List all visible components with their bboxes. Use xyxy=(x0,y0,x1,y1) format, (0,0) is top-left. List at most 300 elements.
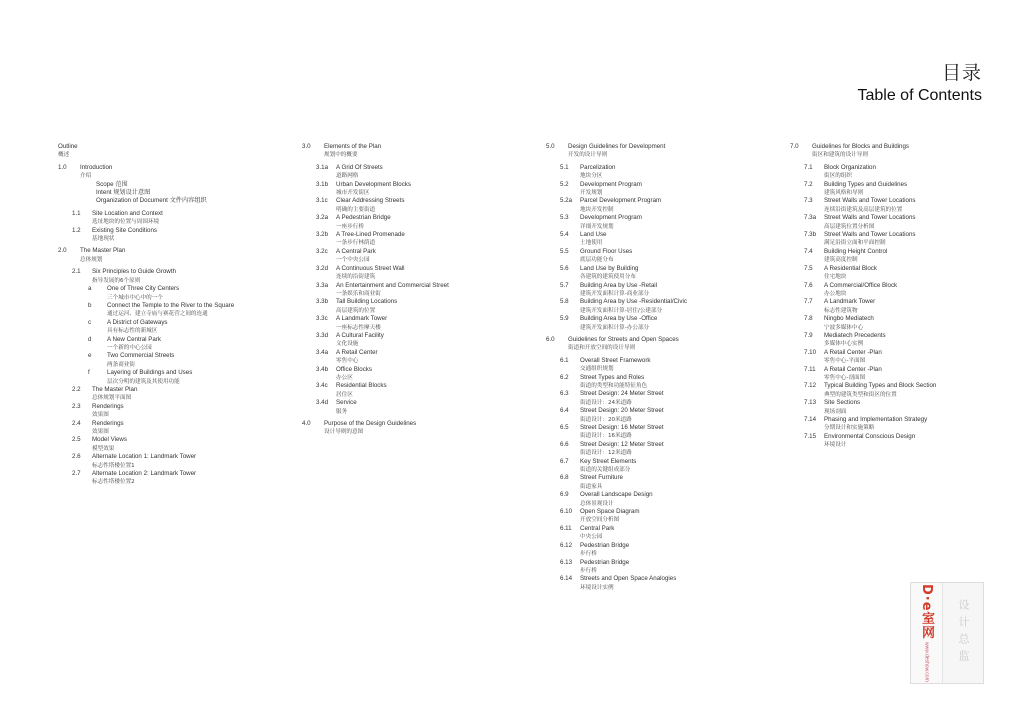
toc-entry xyxy=(302,143,522,160)
toc-entry xyxy=(790,143,1000,160)
toc-entry-title-zh: 标志性建筑物 xyxy=(824,307,858,314)
toc-entry-title-zh: 总体规划平面图 xyxy=(92,395,132,402)
toc-entry-number: 6.8 xyxy=(560,474,569,482)
toc-entry-title-en: Office Blocks xyxy=(336,365,372,373)
toc-entry-title-zh: 概述 xyxy=(58,152,70,159)
toc-entry-title-en: Tall Building Locations xyxy=(336,298,398,306)
toc-entry-texts xyxy=(80,164,278,181)
watermark-logo xyxy=(910,582,984,684)
toc-entry-number: 7.10 xyxy=(804,348,817,356)
toc-entry xyxy=(790,265,1000,282)
toc-entry-title-zh: 开发的设计导则 xyxy=(568,152,608,159)
toc-entry-title-zh: 文化设施 xyxy=(336,341,359,348)
toc-entry xyxy=(302,248,522,265)
toc-entry-title-en: Street Types and Roles xyxy=(580,373,645,381)
toc-entry-number: 2.7 xyxy=(72,470,81,478)
toc-entry xyxy=(790,332,1000,349)
toc-entry-number: b xyxy=(88,301,92,309)
toc-entry-title-zh: 总体规划 xyxy=(80,256,103,263)
toc-entry-title-en: Pedestrian Bridge xyxy=(580,541,630,549)
toc-entry xyxy=(302,366,522,383)
toc-entry-title-zh: 中央公园 xyxy=(580,534,603,541)
toc-entry xyxy=(790,164,1000,181)
toc-entry-title-zh: 指导发展的6个原则 xyxy=(92,277,141,284)
toc-entry-number: 1.1 xyxy=(72,209,81,217)
toc-entry-title-zh: 步行桥 xyxy=(580,551,597,558)
toc-entry-number: 6.4 xyxy=(560,407,569,415)
toc-entry xyxy=(546,181,766,198)
toc-entry-texts xyxy=(92,227,278,244)
toc-entry-texts xyxy=(580,525,766,542)
toc-entry-title-en: Street Furniture xyxy=(580,474,623,482)
toc-entry-title-en: Ground Floor Uses xyxy=(580,247,633,255)
toc-entry-number: 2.2 xyxy=(72,385,81,393)
toc-entry-title-zh: 建筑开发面积计算-办公部分 xyxy=(580,324,650,331)
toc-entry-number: 5.2 xyxy=(560,180,569,188)
toc-entry-texts xyxy=(336,298,522,315)
toc-entry-title-en: A New Central Park xyxy=(107,335,161,343)
toc-entry-title-zh: 具有标志性的新城区 xyxy=(107,328,158,335)
toc-entry-title-zh: 两条商业街 xyxy=(107,361,135,368)
toc-entry xyxy=(546,143,766,160)
toc-entry-title-zh: 街道家具 xyxy=(580,483,603,490)
toc-entry-texts xyxy=(580,575,766,592)
toc-entry-number: 4.0 xyxy=(302,420,311,427)
toc-entry-title-en: A Cultural Facility xyxy=(336,331,384,339)
toc-entry-texts xyxy=(107,319,278,336)
toc-entry xyxy=(546,374,766,391)
toc-entry-title-zh: 道路网格 xyxy=(336,173,359,180)
toc-entry-title-en: Street Design: 16 Meter Street xyxy=(580,424,664,431)
toc-entry xyxy=(58,285,278,302)
toc-entry-title-en: Intent 规划设计意图 xyxy=(96,189,151,197)
toc-entry-title-en: An Entertainment and Commercial Street xyxy=(336,281,449,289)
toc-entry-texts xyxy=(92,436,278,453)
toc-entry-title-zh: 步行桥 xyxy=(580,567,597,574)
toc-entry xyxy=(58,453,278,470)
toc-entry xyxy=(302,382,522,399)
toc-entry-title-zh: 满足沿街立面和平面控制 xyxy=(824,240,886,247)
toc-entry-title-en: Existing Site Conditions xyxy=(92,226,158,234)
toc-entry-texts xyxy=(107,285,278,302)
toc-entry-number: 7.1 xyxy=(804,163,813,171)
toc-entry-number: 2.6 xyxy=(72,453,81,461)
toc-entry-number: 2.0 xyxy=(58,247,67,255)
toc-entry xyxy=(302,282,522,299)
toc-entry xyxy=(790,298,1000,315)
toc-entry xyxy=(546,407,766,424)
toc-entry-title-en: Layering of Buildings and Uses xyxy=(107,369,193,377)
toc-entry-title-en: A Residential Block xyxy=(824,264,877,272)
toc-entry-texts xyxy=(92,386,278,403)
toc-entry-number: 2.3 xyxy=(72,402,81,410)
toc-entry-texts xyxy=(824,399,1000,416)
toc-entry xyxy=(302,231,522,248)
toc-entry-number: 6.9 xyxy=(560,491,569,499)
toc-entry-title-zh: 土地使用 xyxy=(580,240,603,247)
toc-entry-title-zh: 总体景观设计 xyxy=(580,500,614,507)
toc-entry-texts xyxy=(580,357,766,374)
toc-entry-title-zh: 效果图 xyxy=(92,412,109,419)
page-title-block xyxy=(857,58,982,105)
toc-entry-number: 5.1 xyxy=(560,163,569,171)
toc-entry-title-en: Service xyxy=(336,399,357,407)
toc-entry-title-en: A Pedestrian Bridge xyxy=(336,214,391,222)
toc-entry-number: 7.15 xyxy=(804,432,817,440)
toc-entry-number: 6.3 xyxy=(560,390,569,398)
toc-entry-title-en: Clear Addressing Streets xyxy=(336,197,405,205)
toc-entry-texts xyxy=(580,231,766,248)
toc-entry-title-en: Renderings xyxy=(92,402,124,410)
toc-entry-title-en: Streets and Open Space Analogies xyxy=(580,575,677,583)
toc-entry-title-zh: 三个城市中心中的一个 xyxy=(107,294,163,301)
toc-entry-number: 2.1 xyxy=(72,268,81,276)
toc-entry-title-zh: 建筑开发面积计算-商业部分 xyxy=(580,290,650,297)
toc-entry-number: c xyxy=(88,318,92,326)
watermark-url: www.deshow.com xyxy=(923,641,930,682)
toc-entry-texts xyxy=(336,399,522,416)
toc-entry-texts xyxy=(336,366,522,383)
toc-entry-title-zh: 一座标志性摩天楼 xyxy=(336,324,381,331)
toc-entry-texts xyxy=(824,366,1000,383)
toc-entry-texts xyxy=(336,282,522,299)
toc-entry-title-en: Renderings xyxy=(92,419,124,427)
toc-column-3 xyxy=(546,143,766,592)
toc-entry-title-en: A Retail Center xyxy=(336,348,378,356)
toc-entry-texts xyxy=(812,143,1000,160)
toc-entry xyxy=(58,352,278,369)
toc-entry-number: 1.0 xyxy=(58,163,67,171)
toc-entry xyxy=(58,369,278,386)
toc-entry xyxy=(546,525,766,542)
toc-entry xyxy=(302,399,522,416)
toc-entry-number: 3.2a xyxy=(316,214,329,222)
toc-entry-title-zh: 服务 xyxy=(336,408,348,415)
toc-entry-title-en: Ningbo Mediatech xyxy=(824,315,874,323)
toc-entry xyxy=(302,214,522,231)
toc-entry xyxy=(790,416,1000,433)
toc-entry-number: 7.7 xyxy=(804,298,813,306)
toc-entry xyxy=(58,210,278,227)
toc-entry-number: 3.2b xyxy=(316,231,329,239)
toc-entry-texts xyxy=(336,181,522,198)
toc-entry-number: 7.4 xyxy=(804,247,813,255)
toc-entry-title-en: Overall Street Framework xyxy=(580,356,651,364)
toc-entry-number: 3.3a xyxy=(316,281,329,289)
toc-entry xyxy=(58,143,278,160)
toc-entry-title-en: Development Program xyxy=(580,214,642,222)
toc-entry-title-zh: 现场剖面 xyxy=(824,408,847,415)
toc-entry-texts xyxy=(580,164,766,181)
toc-entry-texts xyxy=(336,248,522,265)
toc-entry-number: 6.11 xyxy=(560,524,572,532)
toc-entry-title-en: Residential Blocks xyxy=(336,382,387,390)
toc-entry-texts xyxy=(336,197,522,214)
toc-entry xyxy=(302,332,522,349)
toc-entry-texts xyxy=(336,214,522,231)
toc-entry xyxy=(58,420,278,437)
toc-entry-number: 7.5 xyxy=(804,264,813,272)
toc-entry-title-zh: 地块开发控制 xyxy=(580,206,614,213)
toc-entry-title-zh: 街道设计：20米道路 xyxy=(580,416,632,423)
toc-entry-texts xyxy=(580,474,766,491)
toc-entry-texts xyxy=(568,143,766,160)
toc-entry xyxy=(546,265,766,282)
toc-entry-texts xyxy=(824,231,1000,248)
toc-entry-number: 5.6 xyxy=(560,264,569,272)
toc-entry xyxy=(790,248,1000,265)
toc-entry-title-en: One of Three City Centers xyxy=(107,285,180,293)
toc-entry xyxy=(58,164,278,181)
toc-entry xyxy=(546,441,766,458)
toc-entry-texts xyxy=(336,164,522,181)
toc-entry-number: 5.4 xyxy=(560,231,569,239)
toc-entry-title-zh: 通过运河、建立寺庙与赛花营之间的连通 xyxy=(107,311,208,318)
toc-entry-texts xyxy=(336,265,522,282)
toc-entry-number: 3.3b xyxy=(316,298,329,306)
toc-entry-number: 7.3 xyxy=(804,197,813,205)
toc-entry-texts xyxy=(580,181,766,198)
watermark-logo-text: D·e室网 xyxy=(919,584,934,640)
toc-entry-title-zh: 街道设计：16米道路 xyxy=(580,433,632,440)
toc-entry-title-en: Building Area by Use -Office xyxy=(580,315,658,323)
toc-entry xyxy=(790,181,1000,198)
toc-entry-title-zh: 建筑风格和导则 xyxy=(824,190,864,197)
toc-entry-texts xyxy=(824,181,1000,198)
toc-entry-title-zh: 环境设计实例 xyxy=(580,584,614,591)
toc-entry-title-zh: 开放空间分析图 xyxy=(580,517,620,524)
toc-entry-title-en: Overall Landscape Design xyxy=(580,491,653,499)
toc-entry-number: 7.6 xyxy=(804,281,813,289)
toc-entry-title-zh: 一条步行林荫道 xyxy=(336,240,376,247)
toc-entry-title-en: Site Sections xyxy=(824,399,861,407)
toc-entry-texts xyxy=(824,416,1000,433)
toc-entry-title-en: The Master Plan xyxy=(92,385,138,393)
toc-entry xyxy=(790,349,1000,366)
toc-entry-title-zh: 详细开发规划 xyxy=(580,223,614,230)
toc-entry xyxy=(58,436,278,453)
toc-entry-title-zh: 一条娱乐和商业街 xyxy=(336,290,381,297)
toc-entry-title-en: Building Area by Use -Retail xyxy=(580,281,658,289)
toc-entry xyxy=(302,265,522,282)
toc-entry-number: 6.13 xyxy=(560,558,573,566)
toc-entry xyxy=(790,382,1000,399)
toc-entry-title-en: Purpose of the Design Guidelines xyxy=(324,420,417,427)
toc-entry-texts xyxy=(824,349,1000,366)
toc-entry-title-en: A Central Park xyxy=(336,247,376,255)
toc-entry-texts xyxy=(824,248,1000,265)
toc-entry-title-zh: 零售中心-平面图 xyxy=(824,358,866,365)
toc-entry-title-zh: 设计导则的意图 xyxy=(324,429,364,436)
toc-entry-title-zh: 零售中心-剖面图 xyxy=(824,374,866,381)
toc-entry-title-en: A Grid Of Streets xyxy=(336,163,383,171)
toc-entry-title-en: Site Location and Context xyxy=(92,209,163,217)
toc-entry-number: 5.7 xyxy=(560,281,569,289)
toc-entry-texts xyxy=(580,559,766,576)
toc-entry-texts xyxy=(324,143,522,160)
toc-entry xyxy=(546,458,766,475)
toc-entry-number: 6.1 xyxy=(560,356,569,364)
toc-entry-number: 7.3a xyxy=(804,214,817,222)
toc-entry xyxy=(58,268,278,285)
toc-entry-title-en: A District of Gateways xyxy=(107,318,168,326)
toc-entry xyxy=(546,575,766,592)
toc-entry xyxy=(546,336,766,353)
toc-entry-number: 3.1c xyxy=(316,197,328,205)
toc-entry-texts xyxy=(580,282,766,299)
toc-entry-number: 6.10 xyxy=(560,508,573,516)
toc-entry xyxy=(546,298,766,315)
toc-entry-texts xyxy=(824,282,1000,299)
toc-entry-texts xyxy=(824,382,1000,399)
toc-entry xyxy=(58,386,278,403)
toc-entry-title-en: Street Design: 24 Meter Street xyxy=(580,390,664,398)
toc-entry-texts xyxy=(580,407,766,424)
toc-entry-number: 7.0 xyxy=(790,143,799,150)
toc-entry-number: 3.4b xyxy=(316,365,329,373)
toc-entry-texts xyxy=(580,214,766,231)
toc-entry-texts xyxy=(107,352,278,369)
toc-entry-texts xyxy=(580,424,766,441)
toc-entry xyxy=(546,315,766,332)
toc-entry-title-zh: 规划中的概要 xyxy=(324,152,358,159)
page-title-english: Table of Contents xyxy=(857,87,982,104)
toc-entry-texts xyxy=(58,143,278,160)
toc-entry-texts xyxy=(580,298,766,315)
toc-entry-number: 7.2 xyxy=(804,180,813,188)
toc-entry-title-en: Building Height Control xyxy=(824,247,888,255)
toc-entry-title-en: Development Program xyxy=(580,180,642,188)
toc-entry-number: d xyxy=(88,335,92,343)
toc-entry-texts xyxy=(580,315,766,332)
toc-entry-title-en: A Commercial/Office Block xyxy=(824,281,898,289)
toc-entry xyxy=(302,420,522,437)
toc-entry-title-zh: 街道和开放空间的设计导则 xyxy=(568,345,636,352)
toc-entry-texts xyxy=(580,441,766,458)
toc-entry-texts xyxy=(580,491,766,508)
toc-entry-number: 6.12 xyxy=(560,541,573,549)
toc-entry xyxy=(58,319,278,336)
toc-entry-title-zh: 高层建筑位置分析图 xyxy=(824,223,875,230)
toc-entry-title-zh: 明确的主要街道 xyxy=(336,206,376,213)
toc-entry-title-zh: 一个新的中心公园 xyxy=(107,344,152,351)
toc-entry-title-en: Street Walls and Tower Locations xyxy=(824,231,916,239)
toc-entry-number: 3.3d xyxy=(316,331,329,339)
toc-entry-title-zh: 建筑高度控制 xyxy=(824,257,858,264)
toc-entry-number: 6.2 xyxy=(560,373,569,381)
toc-entry-title-zh: 各建筑的建筑使用分布 xyxy=(580,274,636,281)
toc-entry-title-zh: 选址地块的位置与周围环境 xyxy=(92,219,160,226)
toc-entry-title-zh: 一个中央公园 xyxy=(336,257,370,264)
toc-entry xyxy=(546,197,766,214)
toc-entry-title-en: Environmental Conscious Design xyxy=(824,432,916,440)
toc-entry-number: 6.0 xyxy=(546,335,555,343)
toc-entry-title-zh: 办公地块 xyxy=(824,290,847,297)
page-title-chinese: 目录 xyxy=(941,62,982,84)
toc-entry-number: 6.6 xyxy=(560,440,569,448)
toc-entry-texts xyxy=(580,458,766,475)
toc-entry xyxy=(302,349,522,366)
toc-entry-title-en: Phasing and Implementation Strategy xyxy=(824,416,928,423)
toc-entry-texts xyxy=(107,302,278,319)
toc-entry-title-en: Introduction xyxy=(80,163,113,171)
toc-entry-number: 3.4c xyxy=(316,382,328,390)
toc-entry-title-zh: 底层功能分布 xyxy=(580,257,614,264)
toc-entry xyxy=(546,164,766,181)
toc-entry-texts xyxy=(580,248,766,265)
toc-entry-texts xyxy=(92,420,278,437)
toc-entry-title-en: A Tree-Lined Promenade xyxy=(336,231,405,239)
toc-entry-title-zh: 城市开发街区 xyxy=(336,190,370,197)
toc-entry-title-en: Scope 范围 xyxy=(96,180,128,188)
toc-entry-number: 5.2a xyxy=(560,197,573,205)
toc-entry-number: 5.8 xyxy=(560,298,569,306)
toc-entry-texts xyxy=(336,382,522,399)
toc-entry-texts xyxy=(336,349,522,366)
watermark-side xyxy=(943,583,983,683)
toc-entry-number: 3.3c xyxy=(316,315,328,323)
toc-entry-texts xyxy=(580,197,766,214)
toc-entry-number: 5.3 xyxy=(560,214,569,222)
toc-column-2 xyxy=(302,143,522,437)
toc-entry-title-en: Connect the Temple to the River to the Square xyxy=(107,301,235,309)
toc-entry xyxy=(790,399,1000,416)
toc-entry-texts xyxy=(96,197,278,205)
toc-entry xyxy=(58,227,278,244)
toc-entry-title-zh: 街道设计：24米道路 xyxy=(580,399,632,406)
toc-entry-title-en: Parcelization xyxy=(580,163,616,171)
toc-entry xyxy=(58,302,278,319)
toc-entry-title-en: Building Types and Guidelines xyxy=(824,180,908,188)
toc-entry-title-zh: 零售中心 xyxy=(336,358,359,365)
toc-entry-number: 5.9 xyxy=(560,315,569,323)
toc-entry-title-zh: 连续的沿街建筑 xyxy=(336,274,376,281)
toc-entry xyxy=(790,315,1000,332)
toc-entry-texts xyxy=(580,374,766,391)
toc-entry-texts xyxy=(824,164,1000,181)
toc-entry xyxy=(58,247,278,264)
toc-entry-title-en: Pedestrian Bridge xyxy=(580,558,630,566)
toc-entry-texts xyxy=(568,336,766,353)
toc-entry xyxy=(546,282,766,299)
toc-entry-title-zh: 连续沿街建筑及高层建筑的位置 xyxy=(824,206,903,213)
toc-entry-number: 3.1b xyxy=(316,180,329,188)
toc-entry-title-en: Outline xyxy=(58,143,78,150)
toc-entry xyxy=(546,248,766,265)
toc-entry-number: 2.5 xyxy=(72,436,81,444)
toc-entry-title-zh: 地块分区 xyxy=(580,173,603,180)
toc-entry-title-zh: 典型的建筑类型和街区的位置 xyxy=(824,391,897,398)
toc-entry-number: 6.7 xyxy=(560,457,569,465)
toc-entry-title-zh: 基地现状 xyxy=(92,236,115,243)
toc-entry-title-zh: 层次分明的建筑及其使用功能 xyxy=(107,378,180,385)
toc-entry-title-en: Two Commercial Streets xyxy=(107,352,175,360)
toc-entry-title-en: Elements of the Plan xyxy=(324,143,382,150)
toc-entry-title-en: Land Use xyxy=(580,231,607,239)
toc-entry-title-zh: 建筑开发面积计算-居住/公建部分 xyxy=(580,307,663,314)
toc-entry-number: 7.12 xyxy=(804,382,817,390)
toc-entry-texts xyxy=(824,197,1000,214)
toc-entry xyxy=(790,231,1000,248)
toc-entry-title-en: Street Walls and Tower Locations xyxy=(824,197,916,205)
toc-entry-number: 7.11 xyxy=(804,365,816,373)
toc-entry-number: 6.5 xyxy=(560,424,569,431)
toc-entry-title-en: Guidelines for Streets and Open Spaces xyxy=(568,335,679,343)
toc-entry-title-en: Open Space Diagram xyxy=(580,508,640,516)
toc-entry-texts xyxy=(824,433,1000,450)
toc-entry-texts xyxy=(336,231,522,248)
toc-column-1 xyxy=(58,143,278,487)
